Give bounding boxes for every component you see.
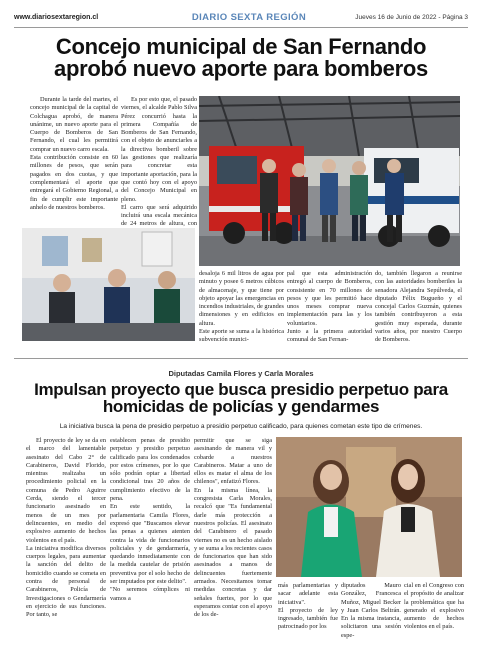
article2-col1-text: El proyecto de ley se da en el marco del lamentable asesinato del Cabo 2° de Carabineros, David Florido, mientras realizaba un procedimiento policial en la comuna de Pedro Aguirre Cerda, siendo el tercer funcionario asesinado en menos de un mes por delincuentes, en medio del explosivo aumento de hechos violentos en el país. La iniciativa modifica diversos cuerpos legales, para aumentar la sanción del delito de homicidio cuando se cometa en contra de personal de Carabineros, Policía de Investigaciones o Gendarmería en ejercicio de sus funciones. Por tanto, se bbox=[26, 437, 106, 619]
article2-column-2 bbox=[110, 437, 190, 663]
section-rule bbox=[14, 358, 468, 359]
article2-column-1 bbox=[26, 437, 106, 663]
article1-col2-text: Es por esto que, el pasado viernes, el alcalde Pablo Silva Pérez concurrió hasta la primera Compañía de Bomberos de San Fernando, con el objeto de anunciarles a la directiva bomberil sobre las gestiones que realizaría para concretar esta importante aportación, para la que contó hoy con el apoyo del Concejo Municipal en pleno. El carro que será adquirido incluirá una escala mecánica de 24 metros de altura, con bbox=[121, 96, 197, 228]
article1-headline bbox=[14, 36, 468, 81]
article2-kicker: Diputadas Camila Flores y Carla Morales bbox=[168, 369, 314, 378]
article2-headline-line1: Impulsan proyecto que busca presidio perpetuo para bbox=[34, 380, 448, 399]
article2-subhead: La iniciativa busca la pena de presidio perpetuo a presidio perpetuo calificado, para quienes cometan este tipo de crímenes. bbox=[59, 423, 423, 430]
article2-col2-text: establecen penas de presidio perpetuo y presidio perpetuo calificado para los condenados por estos crímenes, por lo que sólo podrán optar a libertad condicional tras 20 años de cumplimiento efectivo de la pena. En este sentido, la parlamentaria Camila Flores, expresó que "Buscamos elevar las penas a quienes atenten contra la vida de funcionarios policiales y de gendarmería, quedando inmediatamente con la medida cautelar de prisión preventiva por el solo hecho de ser imputados por este delito". "No seremos cómplices ni vamos a bbox=[110, 437, 190, 602]
deputies-photo bbox=[276, 437, 462, 577]
header-rule bbox=[14, 27, 468, 28]
newspaper-name: DIARIO SEXTA REGIÓN bbox=[191, 12, 307, 23]
meeting-photo bbox=[22, 228, 195, 341]
article1-col1-text: Durante la tarde del martes, el concejo municipal de la capital de Colchagua aprobó, de manera unánime, un nuevo aporte para el Cuerpo de Bomberos de San Fernando, el cual les permitirá comprar un nuevo carro escala. Esta contribución consiste en 60 millones de pesos, que serán pagados en dos cuotas, y que complementará el aporte que entregará el Gobierno Regional, a fin de cumplir este importante anhelo de nuestros bomberos. bbox=[30, 96, 118, 211]
article2-colb1-text: más parlamentarias y sacar adelante esta iniciativa". El proyecto de ley ingresado, también fue patrocinado por los bbox=[278, 582, 338, 631]
article2-colb3-text: cial en el Congreso con el propósito de analizar la problemática que ha generado el explosivo aumento de hechos violentos en el país. bbox=[404, 582, 464, 631]
article1-column-4 bbox=[287, 270, 372, 350]
firefighters-photo bbox=[199, 96, 460, 266]
article1-colb1-text: desaloja 6 mil litros de agua por minuto y posee 6 metros cúbicos de almacenaje, y que tiene por objeto apoyar las emergencias en incendios industriales, de grandes dimensiones y en edificios en altura. Este aporte se suma a la histórica subvención munici- bbox=[199, 270, 284, 344]
article2-colb2-text: diputados Mauro González, Francesca Muñoz, Miguel Becker y Juan Carlos Beltrán. En la misma instancia, solicitaron una sesión espe- bbox=[341, 582, 401, 639]
article1-colb3-text: do, también llegaron a reunirse con las autoridades bomberiles la senadora Alejandra Sepúlveda, el diputado Félix Bugueño y el concejal Carlos Guzmán, quienes también contribuyeron a esta gestión muy esperada, durante varios años, por nuestro Cuerpo de Bomberos. bbox=[375, 270, 462, 344]
article1-column-5 bbox=[375, 270, 462, 350]
article2-col3-text: permitir que se siga asesinando de manera vil y cobarde a nuestros Carabineros. Matar a uno de ellos es matar el alma de los chilenos", enfatizó Flores. En la misma línea, la congresista Carla Morales, recalcó que "Es fundamental darle más protección a nuestros policías. El asesinato del Carabinero el pasado viernes no es un hecho aislado y se suma a los recientes casos de funcionarios que han sido asesinados a manos de delincuentes fuertemente armados. Necesitamos tomar medidas concretas y dar señales fuertes, por lo que esperamos contar con el apoyo de los de- bbox=[194, 437, 272, 619]
article1-headline-line2: aprobó nuevo aporte para bomberos bbox=[54, 56, 428, 82]
site-url: www.diariosextaregion.cl bbox=[14, 14, 99, 21]
article2-headline bbox=[14, 381, 468, 416]
article2-column-3 bbox=[194, 437, 272, 663]
article2-column-5 bbox=[341, 582, 401, 664]
article2-column-6 bbox=[404, 582, 464, 664]
article1-column-1 bbox=[30, 96, 118, 224]
article2-column-4 bbox=[278, 582, 338, 664]
page-header bbox=[14, 14, 468, 28]
article1-colb2-text: pal que esta administración entregó al cuerpo de Bomberos, consistente en 70 millones de pesos y que les permitió hace unos meses comprar nueva implementación para las y los voluntarios. Junto a la primera autoridad comunal de San Fernan- bbox=[287, 270, 372, 344]
article1-headline-line1: Concejo municipal de San Fernando bbox=[55, 34, 427, 59]
article2-headline-line2: homicidas de policías y gendarmes bbox=[102, 397, 380, 417]
article1-column-3 bbox=[199, 270, 284, 350]
issue-date: Jueves 16 de Junio de 2022 - Página 3 bbox=[355, 14, 468, 21]
